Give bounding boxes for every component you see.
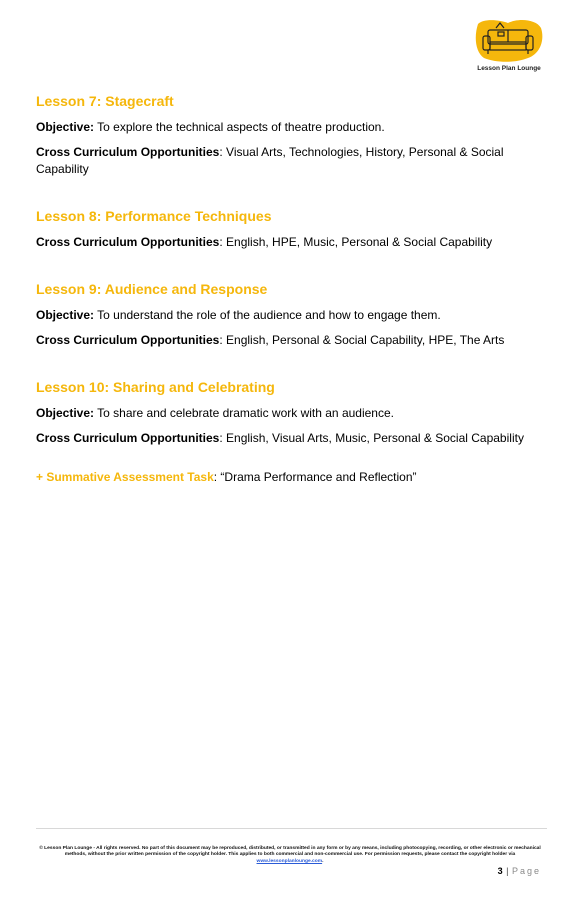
objective-label: Objective: xyxy=(36,308,95,322)
lesson-9 xyxy=(36,281,546,349)
copyright-notice xyxy=(36,846,544,865)
cross-curriculum-label: Cross Curriculum Opportunities xyxy=(36,431,220,445)
sofa-icon xyxy=(474,18,544,64)
cross-curriculum-line xyxy=(36,234,546,251)
page-number-value: 3 xyxy=(497,866,504,876)
lesson-title: Lesson 10: Sharing and Celebrating xyxy=(36,379,275,395)
lesson-8 xyxy=(36,208,546,251)
objective-line xyxy=(36,119,546,136)
lesson-content xyxy=(36,93,546,486)
summative-label: + Summative Assessment Task xyxy=(36,470,214,484)
cross-curriculum-text: : English, Visual Arts, Music, Personal & Social Capability xyxy=(219,431,524,445)
objective-label: Objective: xyxy=(36,120,95,134)
page-word: Page xyxy=(511,866,541,876)
lesson-title: Lesson 7: Stagecraft xyxy=(36,93,174,109)
cross-curriculum-label: Cross Curriculum Opportunities xyxy=(36,145,220,159)
cross-curriculum-text: : English, HPE, Music, Personal & Social Capability xyxy=(219,235,493,249)
copyright-text: © Lesson Plan Lounge - All rights reserved. No part of this document may be reproduced, distributed, or transmitted in any form or by any means, including photocopying, recording, or other electronic or mechanical methods, without the prior written permission of the copyright holder. This applies to both commercial and non-commercial use. For permission requests, please contact the copyright holder via xyxy=(39,846,541,858)
summative-assessment xyxy=(36,469,546,486)
cross-curriculum-line xyxy=(36,332,546,349)
footer-divider xyxy=(36,828,547,829)
objective-line xyxy=(36,307,546,324)
objective-text: To understand the role of the audience and how to engage them. xyxy=(97,308,441,322)
lesson-7 xyxy=(36,93,546,178)
cross-curriculum-line xyxy=(36,144,546,178)
objective-line xyxy=(36,405,546,422)
page-number xyxy=(498,866,541,876)
page-separator: | xyxy=(503,866,512,876)
lesson-10 xyxy=(36,379,546,447)
brand-logo xyxy=(472,18,546,76)
cross-curriculum-label: Cross Curriculum Opportunities xyxy=(36,333,220,347)
website-link[interactable]: www.lessonplanlounge.com xyxy=(256,858,323,864)
objective-label: Objective: xyxy=(36,406,95,420)
cross-curriculum-text: : English, Personal & Social Capability, HPE, The Arts xyxy=(219,333,505,347)
objective-text: To share and celebrate dramatic work with an audience. xyxy=(97,406,394,420)
cross-curriculum-text: : Visual Arts, Technologies, History, Personal & Social Capability xyxy=(36,145,504,176)
lesson-title: Lesson 8: Performance Techniques xyxy=(36,208,272,224)
cross-curriculum-line xyxy=(36,430,546,447)
link-suffix: . xyxy=(322,858,324,864)
lesson-title: Lesson 9: Audience and Response xyxy=(36,281,268,297)
brand-name: Lesson Plan Lounge xyxy=(477,65,541,72)
cross-curriculum-label: Cross Curriculum Opportunities xyxy=(36,235,220,249)
summative-text: : “Drama Performance and Reflection” xyxy=(213,470,417,484)
objective-text: To explore the technical aspects of theatre production. xyxy=(97,120,385,134)
